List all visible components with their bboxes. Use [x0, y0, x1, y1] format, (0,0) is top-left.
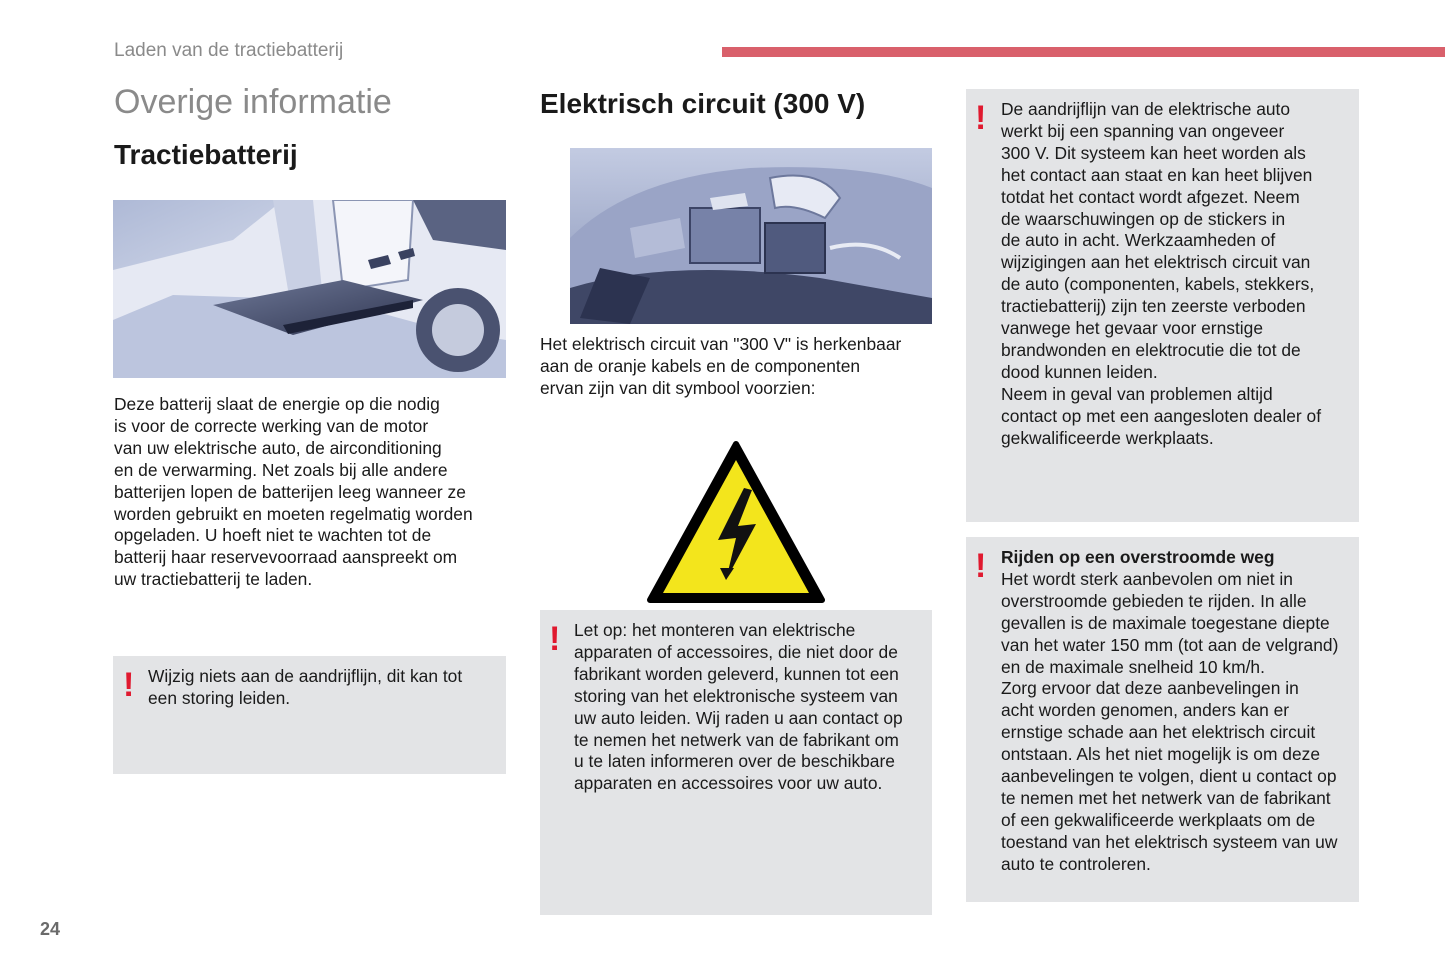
- warning-note-accessories: [540, 610, 932, 915]
- warning-heading: Rijden op een overstroomde weg: [1001, 547, 1275, 567]
- warning-note-high-voltage: [966, 89, 1359, 522]
- battery-description: Deze batterij slaat de energie op die nodig is voor de correcte werking van de motor van uw elektrische auto, de airconditioning en de verwarming. Net zoals bij alle andere batterijen lopen de batterijen leeg wanneer ze worden gebruikt en moeten regelmatig worden opgeladen. U hoeft niet te wachten tot de batterij haar reservevoorraad aanspreekt om uw tractiebatterij te laden.: [114, 394, 473, 590]
- subsection-title-circuit: Elektrisch circuit (300 V): [540, 88, 866, 119]
- warning-text: [1001, 547, 1357, 876]
- page-number: 24: [40, 919, 61, 939]
- warning-text: Let op: het monteren van elektrische apparaten of accessoires, die niet door de fabrikant worden geleverd, kunnen tot een storing van het elektronische systeem van uw auto leiden. Wij raden u aan contact op te nemen het netwerk van de fabrikant om u te laten informeren over de beschikbare apparaten en accessoires voor uw auto.: [574, 620, 903, 794]
- exclamation-icon: !: [549, 620, 561, 658]
- traction-battery-illustration: [113, 200, 506, 378]
- warning-body: Het wordt sterk aanbevolen om niet in overstroomde gebieden te rijden. In alle gevallen is de maximale toegestane diepte van het water 150 mm (tot aan de velgrand) en de maximale snelheid 10 km/h. Zorg ervoor dat deze aanbevelingen in acht worden genomen, anders kan er ernstige schade aan het elektrisch circuit ontstaan. Als het niet mogelijk is om deze aanbevelingen te volgen, dient u contact op te nemen met het netwerk van de fabrikant of een gekwalificeerde werkplaats om de toestand van het elektrisch systeem van uw auto te controleren.: [1001, 568, 1339, 874]
- circuit-description: Het elektrisch circuit van "300 V" is herkenbaar aan de oranje kabels en de componenten ervan zijn van dit symbool voorzien:: [540, 334, 902, 398]
- warning-note-flooded-road: [966, 537, 1359, 902]
- running-header: Laden van de tractiebatterij: [114, 40, 344, 61]
- exclamation-icon: !: [975, 547, 987, 585]
- warning-text: De aandrijflijn van de elektrische auto werkt bij een spanning van ongeveer 300 V. Dit systeem kan heet worden als het contact aan staat en kan heet blijven totdat het contact wordt afgezet. Neem de waarschuwingen op de stickers in de auto in acht. Werkzaamheden of wijzigingen aan het elektrisch circuit van de auto (componenten, kabels, stekkers, tractiebatterij) zijn ten zeerste verboden vanwege het gevaar voor ernstige brandwonden en elektrocutie die tot de dood kunnen leiden. Neem in geval van problemen altijd contact op met een aangesloten dealer of gekwalificeerde werkplaats.: [1001, 99, 1322, 448]
- warning-text: Wijzig niets aan de aandrijflijn, dit kan tot een storing leiden.: [148, 666, 463, 708]
- warning-note-powertrain: [113, 656, 506, 774]
- high-voltage-warning-icon: [646, 440, 826, 605]
- exclamation-icon: !: [975, 99, 987, 137]
- exclamation-icon: !: [123, 666, 135, 704]
- header-accent-bar: [722, 47, 1445, 57]
- subsection-title-battery: Tractiebatterij: [114, 139, 298, 170]
- engine-compartment-illustration: [570, 148, 932, 324]
- section-title: Overige informatie: [114, 83, 392, 121]
